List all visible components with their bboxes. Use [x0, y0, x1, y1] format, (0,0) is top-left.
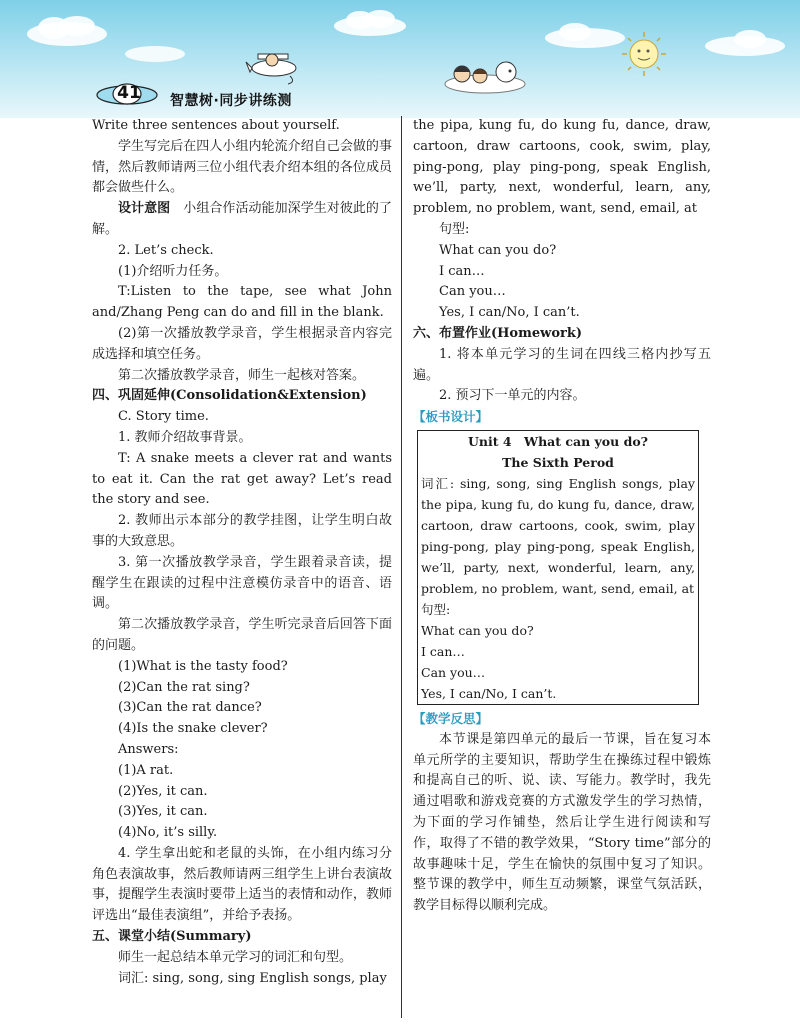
section-heading: 六、布置作业(Homework)	[413, 325, 583, 341]
section-heading: 五、课堂小结(Summary)	[92, 929, 252, 945]
answer: (1)A rat.	[118, 762, 174, 778]
paragraph: (2)第一次播放教学录音，学生根据录音内容完成选择和填空任务。	[92, 325, 392, 362]
board-line: Can you…	[421, 664, 486, 680]
answer: (3)Yes, it can.	[118, 804, 208, 820]
board-line: Yes, I can/No, I can’t.	[421, 685, 557, 701]
paragraph: the pipa, kung fu, do kung fu, dance, draw, cartoon, draw cartoons, cook, swim, play, ping-pong, play ping-pong, speak English, we’ll, party, next, wonderful, learn, any, problem, no problem, want, send, email, at	[413, 118, 711, 217]
question: (3)Can the rat dance?	[118, 700, 262, 716]
pattern-line: Yes, I can/No, I can’t.	[439, 305, 580, 321]
question: (4)Is the snake clever?	[118, 721, 268, 737]
cloud-icon	[700, 28, 790, 58]
left-column	[92, 116, 392, 989]
pattern-line: I can…	[439, 263, 485, 279]
question: (2)Can the rat sing?	[118, 679, 250, 695]
paragraph: 3. 第一次播放教学录音，学生跟着录音读，提醒学生在跟读的过程中注意模仿录音中的语音、语调。	[92, 554, 392, 612]
cloud-icon	[22, 14, 112, 48]
paragraph: Write three sentences about yourself.	[92, 118, 340, 133]
paragraph: 1. 教师介绍故事背景。	[118, 429, 252, 445]
paragraph: 1. 将本单元学习的生词在四线三格内抄写五遍。	[413, 346, 711, 383]
paragraph: (1)介绍听力任务。	[118, 263, 228, 279]
reflection-tag: 【教学反思】	[413, 710, 489, 726]
answer: (4)No, it’s silly.	[118, 825, 218, 841]
paragraph: 4. 学生拿出蛇和老鼠的头饰，在小组内练习分角色表演故事，然后教师请两三组学生上讲台表演故事，提醒学生表演时要带上适当的表情和动作，教师评选出“最佳表演组”，并给予表扬。	[92, 845, 392, 924]
page-number: 41	[117, 83, 141, 103]
design-intent-label: 设计意图	[118, 201, 171, 217]
board-line: I can…	[421, 643, 465, 659]
paragraph: 词汇: sing, song, sing English songs, play	[118, 970, 387, 986]
board-line: What can you do?	[421, 622, 534, 638]
column-divider	[401, 116, 402, 1018]
answer: (2)Yes, it can.	[118, 783, 208, 799]
section-heading: 四、巩固延伸(Consolidation&Extension)	[92, 388, 367, 404]
paragraph: 2. 预习下一单元的内容。	[439, 388, 586, 404]
paragraph: 学生写完后在四人小组内轮流介绍自己会做的事情，然后教师请两三位小组代表介绍本组的各位成员都会做些什么。	[92, 138, 392, 196]
paragraph: 师生一起总结本单元学习的词汇和句型。	[118, 949, 353, 965]
board-pattern-label: 句型:	[421, 601, 451, 617]
children-on-cloud-illustration	[440, 52, 530, 98]
answers-label: Answers:	[118, 741, 179, 757]
step-heading: C. Story time.	[118, 409, 209, 425]
series-title: 智慧树·同步讲练测	[170, 93, 292, 109]
cloud-icon	[120, 40, 190, 64]
pattern-label: 句型:	[439, 221, 470, 237]
board-design-tag: 【板书设计】	[413, 409, 489, 425]
board-title: Unit 4 What can you do?	[467, 433, 648, 449]
pattern-line: What can you do?	[439, 242, 557, 258]
board-design-box	[417, 430, 699, 705]
paragraph: 第二次播放教学录音，学生听完录音后回答下面的问题。	[92, 617, 392, 653]
paragraph: T: A snake meets a clever rat and wants to eat it. Can the rat get away? Let’s read the story and see.	[92, 450, 392, 508]
design-intent	[92, 199, 392, 241]
reflection-text: 本节课是第四单元的最后一节课，旨在复习本单元所学的主要知识，帮助学生在操练过程中锻炼和提高自己的听、说、读、写能力。教学时，我先通过唱歌和游戏竞赛的方式激发学生的学习热情，为下面的学习作铺垫，然后让学生进行阅读和写作，取得了不错的教学效果，“Story time”部分的故事趣味十足，学生在愉快的氛围中复习了知识。整节课的教学中，师生互动频繁，课堂气氛活跃，教学目标得以顺利完成。	[413, 731, 711, 914]
pattern-line: Can you…	[439, 284, 506, 300]
paragraph: 2. 教师出示本部分的教学挂图，让学生明白故事的大致意思。	[92, 513, 392, 549]
airplane-illustration	[244, 42, 304, 88]
design-intent-text: 小组合作活动能加深学生对彼此的了解。	[92, 201, 392, 237]
sun-icon	[620, 30, 668, 78]
paragraph: T:Listen to the tape, see what John and/Zhang Peng can do and fill in the blank.	[92, 284, 392, 321]
cloud-icon	[330, 8, 410, 38]
paragraph: 第二次播放教学录音，师生一起核对答案。	[118, 367, 366, 383]
right-column	[413, 116, 711, 917]
cloud-icon	[540, 20, 630, 50]
question: (1)What is the tasty food?	[118, 658, 288, 674]
step-heading: 2. Let’s check.	[118, 242, 214, 258]
board-subtitle: The Sixth Perod	[502, 454, 614, 470]
board-vocab: 词汇: sing, song, sing English songs, play the pipa, kung fu, do kung fu, dance, draw, cartoon, draw cartoons, cook, swim, play ping-pong, play ping-pong, speak English, we’ll, party, next, wonderful, learn, any, problem, no problem, want, send, email, at	[421, 475, 695, 596]
